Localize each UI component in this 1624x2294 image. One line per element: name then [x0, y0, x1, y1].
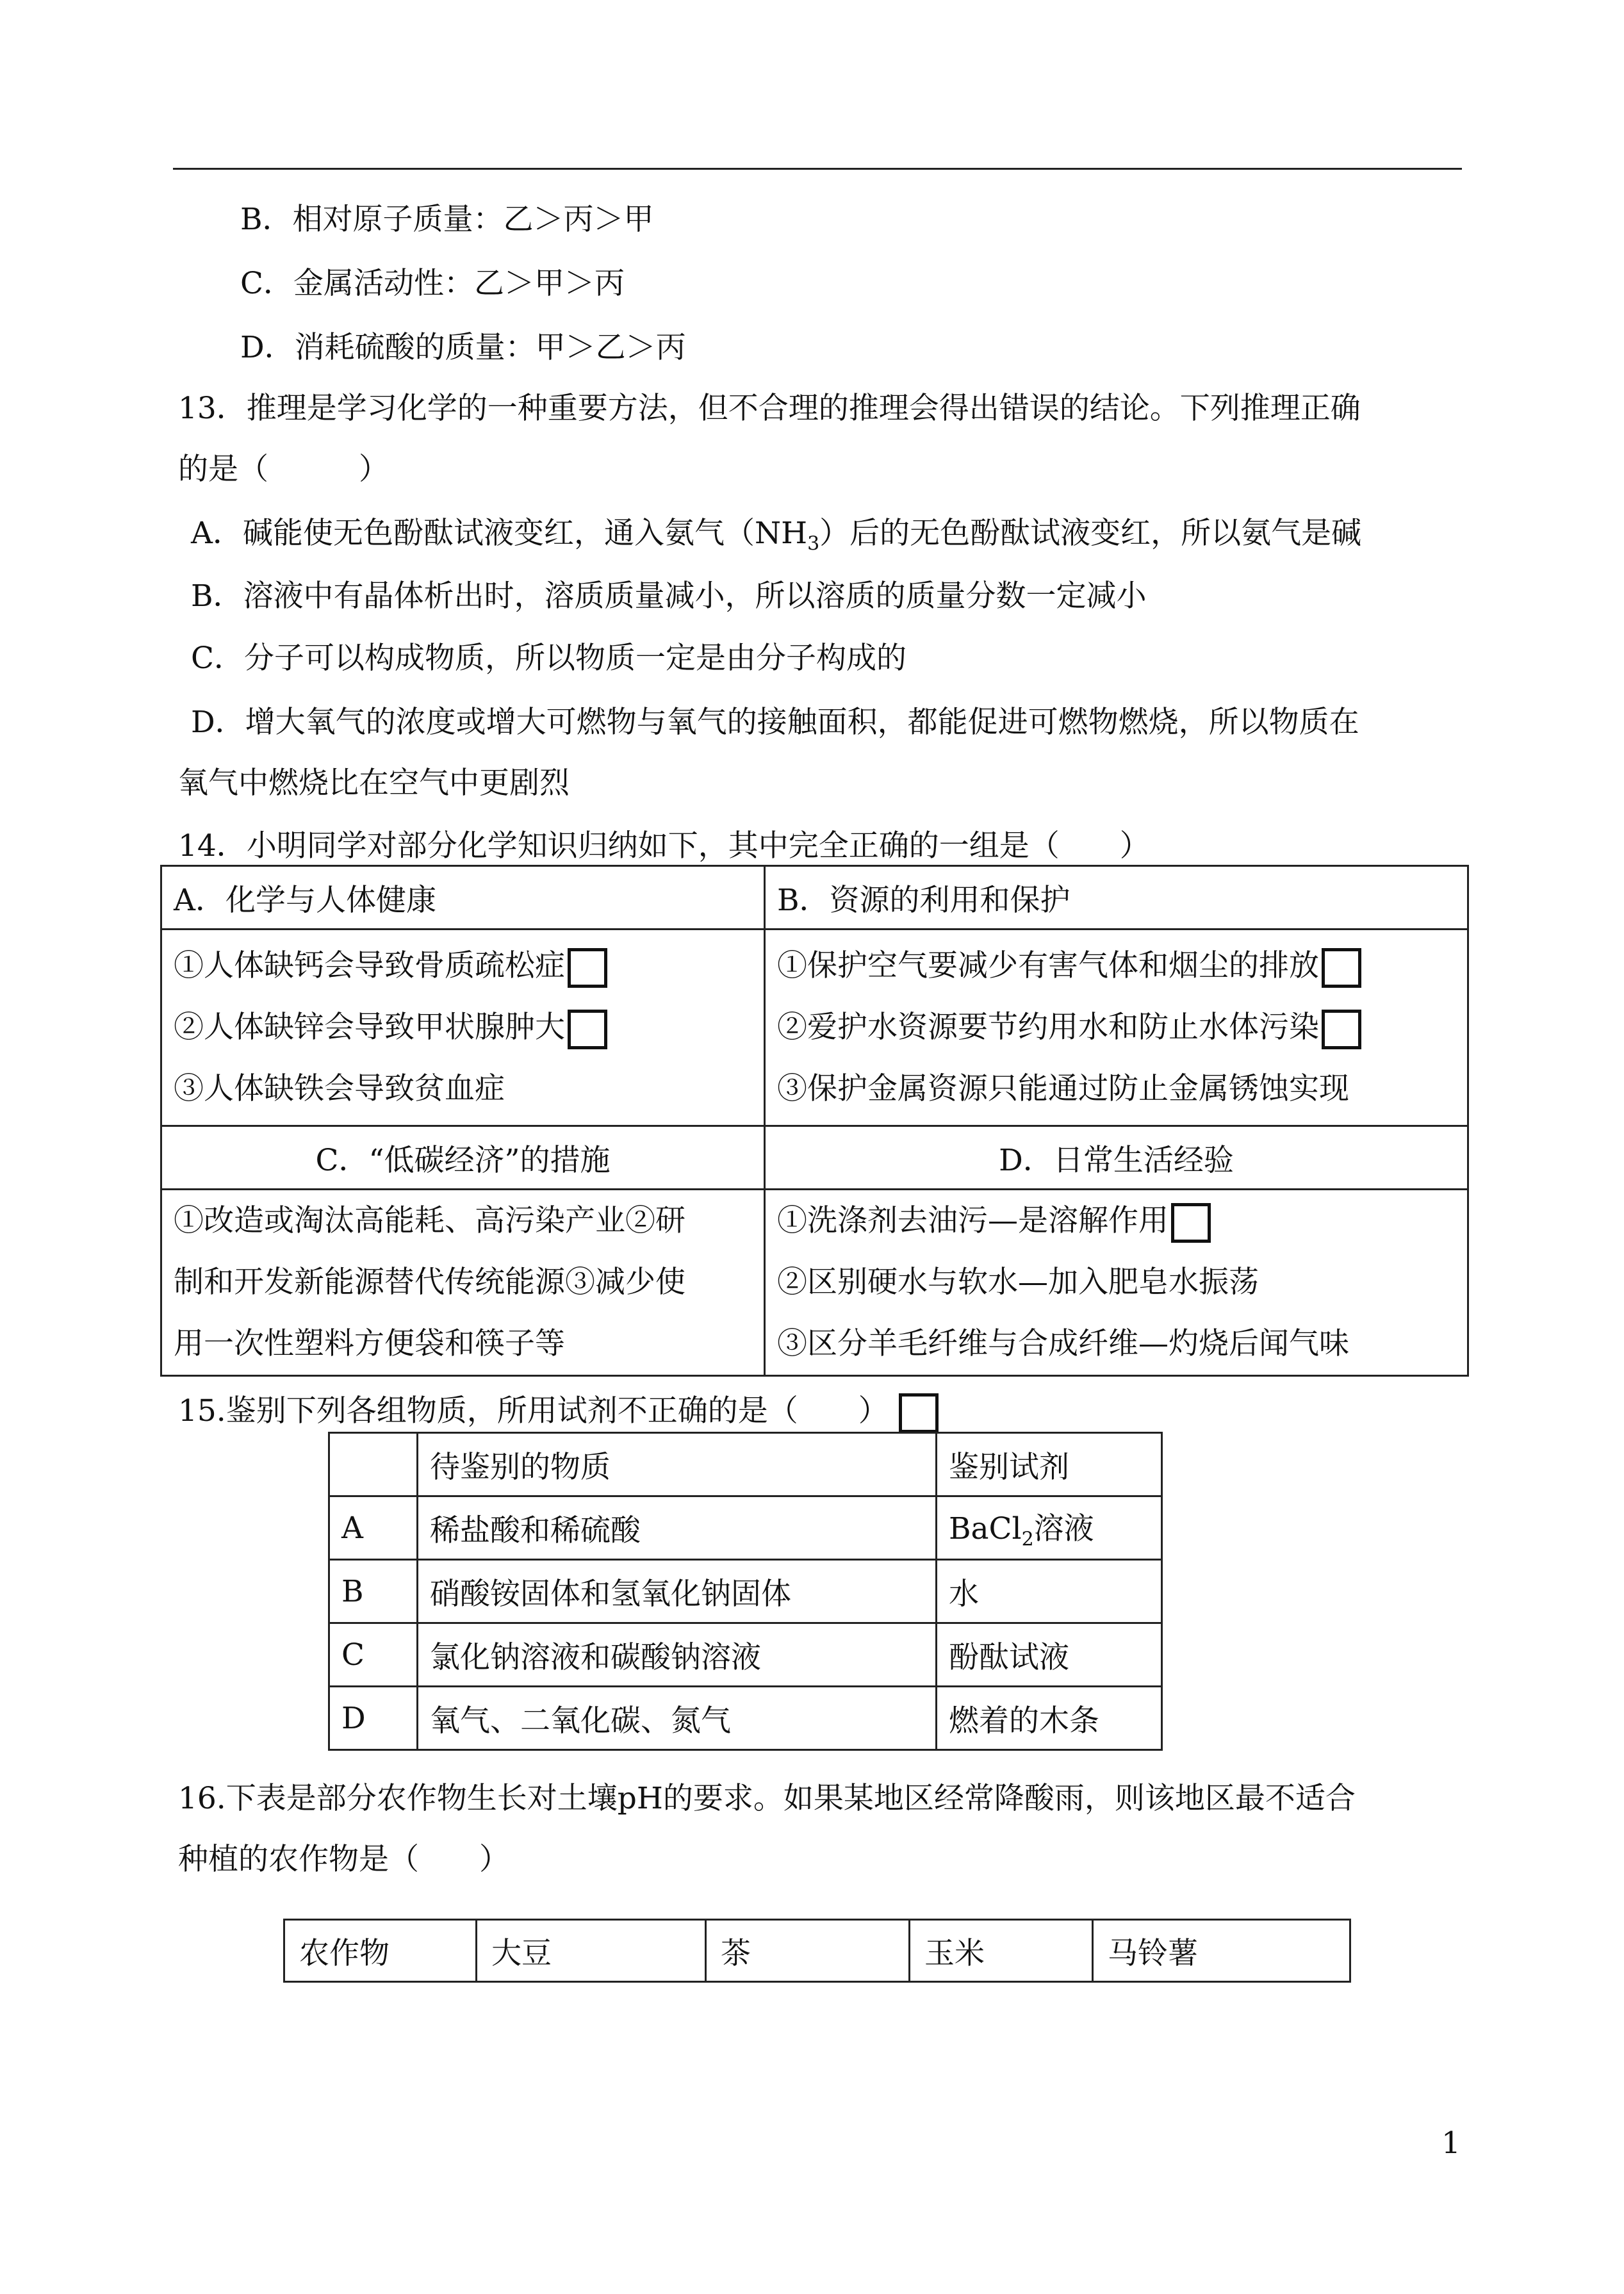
q12-option-c: C．金属活动性：乙＞甲＞丙: [240, 266, 625, 301]
q12-option-b: B．相对原子质量：乙＞丙＞甲: [240, 202, 654, 237]
checkbox-b2[interactable]: [1322, 1010, 1361, 1049]
q12-option-d: D．消耗硫酸的质量：甲＞乙＞丙: [240, 330, 686, 365]
checkbox-d1[interactable]: [1171, 1203, 1211, 1243]
q14-d-heading: D．日常生活经验: [765, 1126, 1468, 1190]
table-row: A 稀盐酸和稀硫酸 BaCl$_2$溶液: [329, 1496, 1162, 1560]
q13-option-c: C．分子可以构成物质，所以物质一定是由分子构成的: [191, 641, 906, 676]
q15-table: [328, 1432, 1163, 1751]
header-rule: [173, 168, 1462, 170]
q14-b-heading: B．资源的利用和保护: [765, 866, 1468, 930]
q13-option-b: B．溶液中有晶体析出时，溶质质量减小，所以溶质的质量分数一定减小: [191, 578, 1147, 614]
table-row: B 硝酸铵固体和氢氧化钠固体 水: [329, 1560, 1162, 1623]
q14-a-heading: A．化学与人体健康: [161, 866, 765, 930]
q15-stem: 15.鉴别下列各组物质，所用试剂不正确的是（ ）: [178, 1387, 939, 1433]
checkbox-q15[interactable]: [899, 1393, 939, 1433]
q14-group-b: ①保护空气要减少有害气体和烟尘的排放 ②爱护水资源要节约用水和防止水体污染 ③保护金属资源只能通过防止金属锈蚀实现: [765, 930, 1468, 1126]
q14-table: [160, 865, 1469, 1377]
q13-option-a: A．碱能使无色酚酞试液变红，通入氨气$(NH_3)$后的无色酚酞试液变红，所以氨气是碱: [191, 516, 1362, 555]
q14-stem: 14．小明同学对部分化学知识归纳如下，其中完全正确的一组是（ ）: [178, 828, 1150, 864]
q16-table: [283, 1919, 1351, 1983]
table-row: C 氯化钠溶液和碳酸钠溶液 酚酞试液: [329, 1623, 1162, 1687]
page-number: 1: [1441, 2126, 1461, 2161]
q14-c-heading: C．“低碳经济”的措施: [161, 1126, 765, 1190]
q14-group-c: ①改造或淘汰高能耗、高污染产业②研 制和开发新能源替代传统能源③减少使 用一次性塑料方便袋和筷子等: [161, 1190, 765, 1376]
q16-stem-line1: 16.下表是部分农作物生长对土壤pH的要求。如果某地区经常降酸雨，则该地区最不适合: [178, 1781, 1356, 1816]
table-row: 待鉴别的物质 鉴别试剂: [329, 1433, 1162, 1496]
q13-option-d-line1: D．增大氧气的浓度或增大可燃物与氧气的接触面积，都能促进可燃物燃烧，所以物质在: [191, 705, 1359, 740]
q13-stem-line2: 的是（ ）: [178, 452, 389, 487]
checkbox-a1[interactable]: [568, 948, 607, 988]
q16-stem-line2: 种植的农作物是（ ）: [178, 1842, 509, 1877]
checkbox-b1[interactable]: [1322, 948, 1361, 988]
q13-option-d-line2: 氧气中燃烧比在空气中更剧烈: [178, 766, 570, 801]
table-row: D 氧气、二氧化碳、氮气 燃着的木条: [329, 1687, 1162, 1750]
q14-group-d: ①洗涤剂去油污—是溶解作用 ②区别硬水与软水—加入肥皂水振荡 ③区分羊毛纤维与合成纤维—灼烧后闻气味: [765, 1190, 1468, 1376]
table-row: 农作物 大豆 茶 玉米 马铃薯: [284, 1920, 1350, 1982]
checkbox-a2[interactable]: [568, 1010, 607, 1049]
q13-stem-line1: 13．推理是学习化学的一种重要方法，但不合理的推理会得出错误的结论。下列推理正确: [178, 391, 1361, 426]
q14-group-a: ①人体缺钙会导致骨质疏松症 ②人体缺锌会导致甲状腺肿大 ③人体缺铁会导致贫血症: [161, 930, 765, 1126]
